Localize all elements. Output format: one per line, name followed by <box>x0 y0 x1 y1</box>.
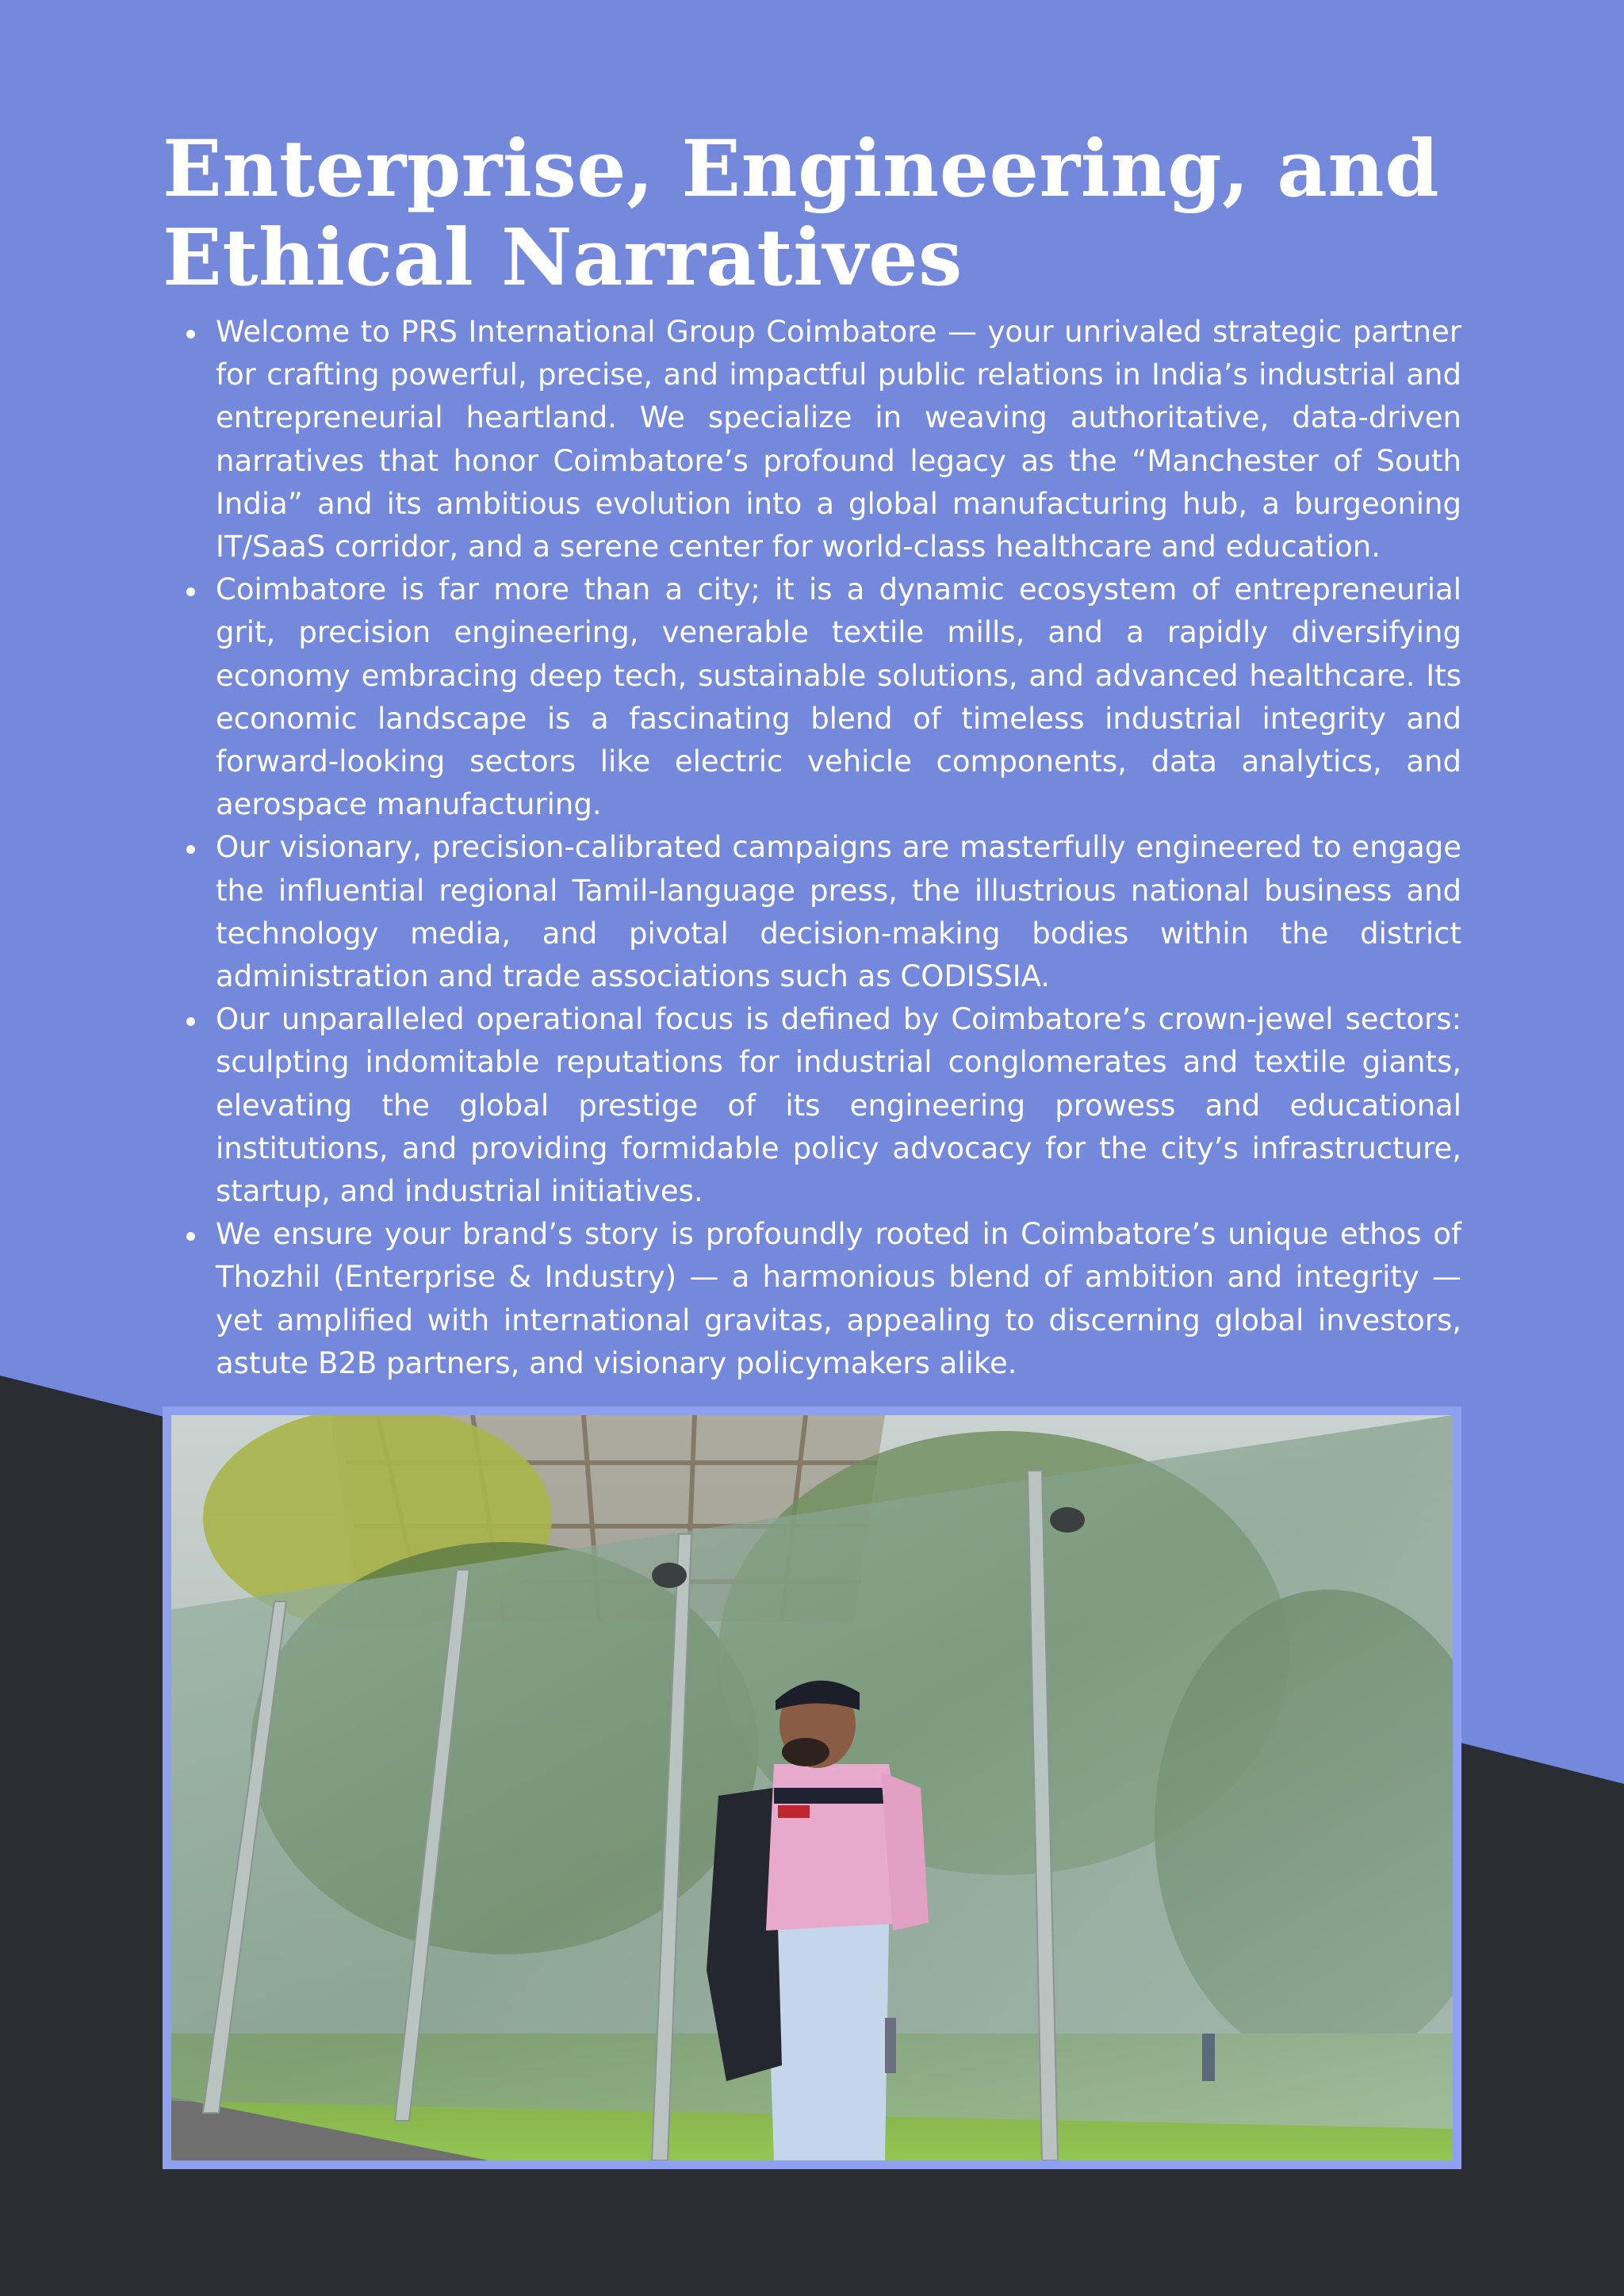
bullet-item <box>216 826 1461 998</box>
bullet-text: Coimbatore is far more than a city; it is a dynamic ecosystem of entrepreneurial grit, precision engineering, venerable textile mills, and a rapidly diversifying economy embracing deep tech, sustainable solutions, and advanced healthcare. Its economic landscape is a fascinating blend of timeless industrial integrity and forward-looking sectors like electric vehicle components, data analytics, and aerospace manufacturing. <box>216 572 1461 822</box>
bullet-dot-icon <box>186 1232 195 1241</box>
camera-icon <box>1050 1507 1085 1533</box>
distant-person <box>1202 2034 1215 2081</box>
photo-frame <box>163 1406 1461 2169</box>
beard <box>782 1738 829 1766</box>
bullet-text: Our visionary, precision-calibrated campaigns are masterfully engineered to engage the influential regional Tamil-language press, the illustrious national business and technology media, and pivotal decision-making bodies within the district administration and trade associations such as CODISSIA. <box>216 830 1461 994</box>
bullet-text: Our unparalleled operational focus is defined by Coimbatore’s crown-jewel sectors: sculpting indomitable reputations for industrial conglomerates and textile giants, elevating the global prestige of its engineering prowess and educational institutions, and providing formidable policy advocacy for the city’s infrastructure, startup, and industrial initiatives. <box>216 1002 1461 1209</box>
bullet-item <box>216 568 1461 826</box>
bullet-dot-icon <box>186 587 195 596</box>
bullet-dot-icon <box>186 330 195 339</box>
camera-icon <box>652 1563 687 1588</box>
bullet-dot-icon <box>186 845 195 854</box>
bullet-text: Welcome to PRS International Group Coimbatore — your unrivaled strategic partner for crafting powerful, precise, and impactful public relations in India’s industrial and entrepreneurial heartland. We specialize in weaving authoritative, data-driven narratives that honor Coimbatore’s profound legacy as the “Manchester of South India” and its ambitious evolution into a global manufacturing hub, a burgeoning IT/SaaS corridor, and a serene center for world-class healthcare and education. <box>216 315 1461 564</box>
bullet-item <box>216 311 1461 568</box>
bullet-text: We ensure your brand’s story is profoundly rooted in Coimbatore’s unique ethos of Thozhil (Enterprise & Industry) — a harmonious blend of ambition and integrity — yet amplified with international gravitas, appealing to discerning global investors, astute B2B partners, and visionary policymakers alike. <box>216 1217 1461 1380</box>
jeans <box>766 1923 889 2160</box>
bullet-item <box>216 1213 1461 1385</box>
photo-man-by-glass-wall <box>171 1415 1453 2160</box>
photo-illustration <box>171 1415 1453 2160</box>
distant-person <box>885 2018 896 2073</box>
main-content <box>163 125 1461 1385</box>
page-title: Enterprise, Engineering, and Ethical Narratives <box>163 124 1440 304</box>
bullet-list <box>163 311 1461 1385</box>
bullet-dot-icon <box>186 1017 195 1026</box>
bullet-item <box>216 998 1461 1213</box>
sweater-red-stripe <box>778 1805 810 1818</box>
